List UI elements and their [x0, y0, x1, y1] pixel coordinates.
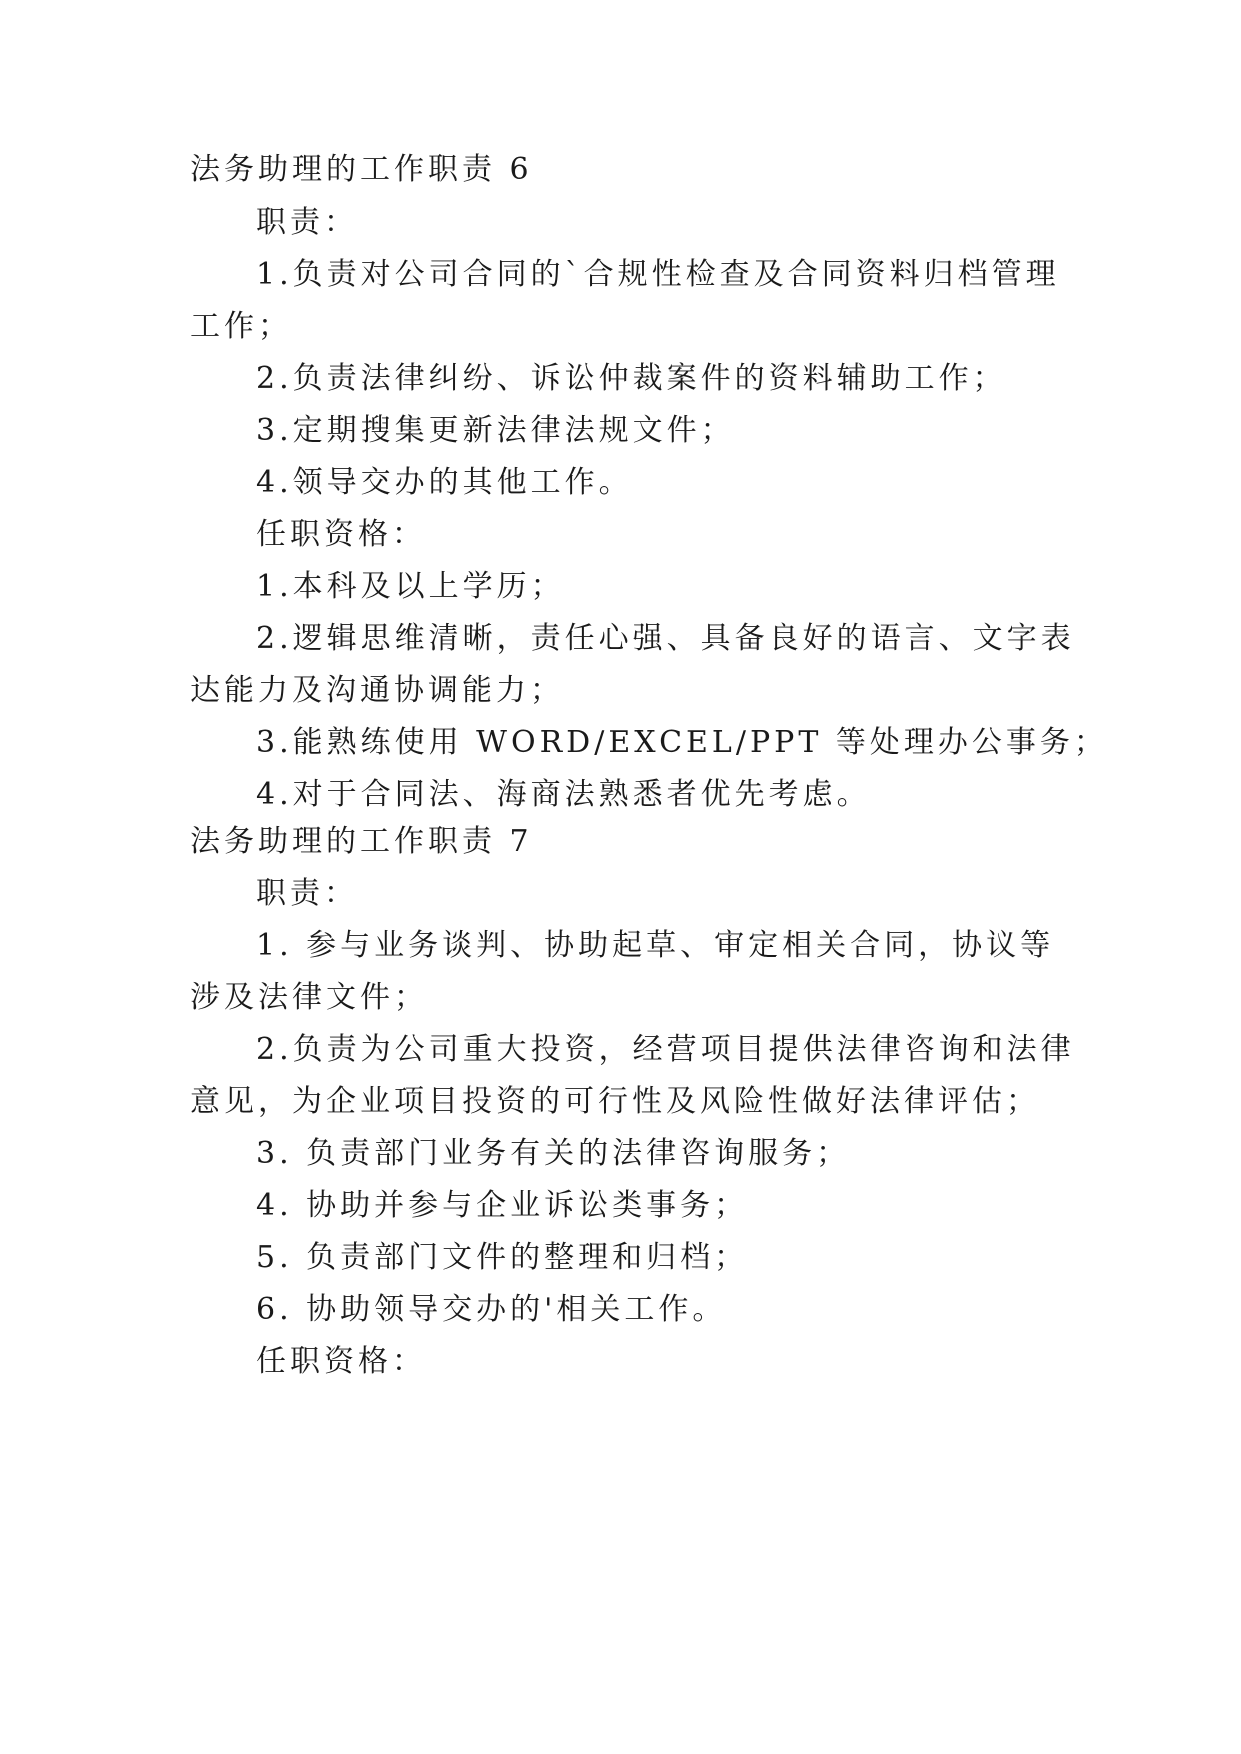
- section-title: 法务助理的工作职责 6: [190, 152, 533, 187]
- duty-item: 3. 负责部门业务有关的法律咨询服务；: [256, 1136, 851, 1171]
- duty-item: 3.定期搜集更新法律法规文件；: [256, 413, 735, 448]
- duty-item-continuation: 涉及法律文件；: [190, 980, 428, 1015]
- qualification-item: 1.本科及以上学历；: [256, 569, 565, 604]
- qualification-item-continuation: 达能力及沟通协调能力；: [190, 673, 564, 708]
- duty-item: 1.负责对公司合同的`合规性检查及合同资料归档管理: [256, 257, 1060, 292]
- duty-item: 1. 参与业务谈判、协助起草、审定相关合同，协议等: [256, 928, 1055, 963]
- duty-item: 6. 协助领导交办的'相关工作。: [256, 1292, 727, 1327]
- section-title: 法务助理的工作职责 7: [190, 824, 533, 859]
- qualification-item: 4.对于合同法、海商法熟悉者优先考虑。: [256, 777, 871, 812]
- duty-item-continuation: 意见，为企业项目投资的可行性及风险性做好法律评估；: [190, 1084, 1040, 1119]
- qualification-item: 2.逻辑思维清晰，责任心强、具备良好的语言、文字表: [256, 621, 1075, 656]
- qualifications-label: 任职资格：: [256, 1344, 426, 1379]
- qualification-item: 3.能熟练使用 WORD/EXCEL/PPT 等处理办公事务；: [256, 725, 1108, 760]
- duty-item: 2.负责法律纠纷、诉讼仲裁案件的资料辅助工作；: [256, 361, 1007, 396]
- duty-item: 4.领导交办的其他工作。: [256, 465, 633, 500]
- duty-item-continuation: 工作；: [190, 309, 292, 344]
- duty-item: 2.负责为公司重大投资，经营项目提供法律咨询和法律: [256, 1032, 1075, 1067]
- duty-item: 5. 负责部门文件的整理和归档；: [256, 1240, 749, 1275]
- duty-item: 4. 协助并参与企业诉讼类事务；: [256, 1188, 749, 1223]
- duties-label: 职责：: [256, 876, 358, 911]
- qualifications-label: 任职资格：: [256, 517, 426, 552]
- duties-label: 职责：: [256, 205, 358, 240]
